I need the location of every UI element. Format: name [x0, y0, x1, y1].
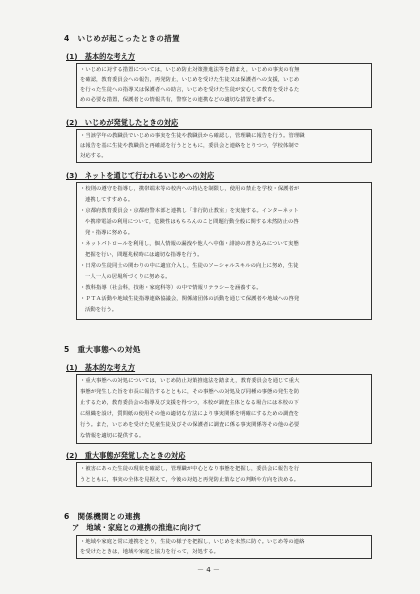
text-line: うとともに，事実の全体を見据えて，今後の対処と再発防止策などの判断や方向を決める。 [80, 477, 300, 483]
section-5-1-title-text: (1) 基本的な考え方 [66, 363, 136, 372]
text-line: を受けたときは，地域や家庭と協力を行って，対処する。 [80, 549, 219, 555]
text-line: ・日常の生徒同士の関わりの中に適宜介入し，生徒のソーシャルスキルの向上に努め，生徒 [80, 263, 299, 269]
text-line: 連携してすすめる。 [85, 197, 134, 203]
section-4-heading: 4 いじめが起こったときの措置 [64, 34, 180, 43]
section-4-3-title-text: (3) ネットを通じて行われるいじめへの対応 [66, 171, 215, 180]
text-line: ・地域や家庭と常に連携をとり，生徒の様子を把握し，いじめを未然に防ぐ。いじめ等の連絡 [80, 539, 305, 545]
text-line: ・ＰＴＡ活動や地域生徒指導連絡協議会，関係諸団体の活動を通じて保護者や地域への啓発 [80, 296, 300, 302]
text-line: めの必要な措置，保護者との情報共有，警察との連携などの適切な措置を講ずる。 [80, 97, 278, 103]
text-line: 対応する。 [80, 153, 107, 159]
section-5-2-title-text: (2) 重大事態が発覚したときの対応 [66, 451, 186, 460]
section-5-1-title [66, 363, 135, 373]
text-line: 止するため，教育委員会の指導及び支援を得つつ，本校が調査主体となる場合には本校の下 [80, 400, 299, 406]
text-line: ・被害にあった生徒の現状を確認し，管理職が中心となり事態を把握し，委員会に報告を行 [80, 466, 300, 472]
text-line: な情報を適切に提供する。 [80, 433, 145, 439]
text-line: に組織を設け，質問紙の使用その他の適切な方法により事実関係を明確にするための調査を [80, 411, 300, 417]
section-6-heading: 6 関係機関との連携 [64, 512, 141, 521]
section-4-1-title [66, 52, 135, 62]
text-line: や携帯電話の利用について，危険性はもちろんのこと問題行動全般に関する未然防止の啓 [85, 219, 299, 225]
section-4-2-title [66, 118, 178, 128]
text-line: 一人一人の居場所づくりに努める。 [85, 274, 171, 280]
section-5-2-box [76, 462, 372, 487]
section-4-3-title [66, 171, 214, 181]
section-6-a-title: ア 地域・家庭との連携の推進に向けて [72, 523, 202, 532]
section-4-3-box [76, 182, 372, 320]
text-line: ・校則の遵守を指導し，携帯端末等の校内への持込を制限し，使用の禁止を学校・保護者が [80, 186, 300, 192]
text-line: を確認，教育委員会への報告，再発防止，いじめを受けた生徒又は保護者への支援，いじめ [80, 77, 300, 83]
text-line: ・京都府教育委員会・京都府警本部と連携し「非行防止教室」を実施する。インターネット [80, 208, 299, 214]
text-line: ・いじめに対する措置については，いじめ防止対策推進法等を踏まえ，いじめの事実の有無 [80, 67, 300, 73]
section-5-heading: 5 重大事態への対処 [64, 345, 141, 354]
section-4-2-box [76, 129, 372, 163]
text-line: 把握を行い，問題兆候時には適切な指導を行う。 [85, 252, 203, 258]
text-line: ・ネットパトロールを利用し，個人情報の漏洩や他人へ中傷・誹謗の書き込みについて実態 [80, 241, 299, 247]
text-line: は報告を基に生徒や教職員と再確認を行うとともに，委員会と連絡をとりつつ，学校体制で [80, 143, 300, 149]
section-4-1-box [76, 63, 372, 108]
text-line: を行った生徒への指導又は保護者への助言，いじめを受けた生徒が安心して教育を受けるた [80, 87, 300, 93]
text-line: 発・指導に努める。 [85, 230, 134, 236]
section-5-1-box [76, 374, 372, 444]
text-line: 事態が発生した旨を市長に報告するとともに，その事態への対処及び同種の事態の発生を防 [80, 389, 300, 395]
text-line: 行う。また，いじめを受けた児童生徒及びその保護者に調査に係る事実関係等その他の必要 [80, 422, 300, 428]
section-4-1-title-text: (1) 基本的な考え方 [66, 52, 136, 61]
text-line: ・重大事態への対処については，いじめ防止対策推進法を踏まえ，教育委員会を通じて重大 [80, 378, 300, 384]
text-line: 活動を行う。 [85, 307, 118, 313]
page-number: － 4 － [197, 566, 220, 574]
text-line: ・教科指導（社会科，技術・家庭科等）の中で情報リテラシーを涵養する。 [80, 285, 262, 291]
text-line: ・当該学年の教職員でいじめの事実を生徒や教職員から確認し，管理職に報告を行う。管理職 [80, 133, 305, 139]
section-6-a-box [76, 535, 372, 559]
section-5-2-title [66, 451, 185, 461]
section-4-2-title-text: (2) いじめが発覚したときの対応 [66, 118, 179, 127]
